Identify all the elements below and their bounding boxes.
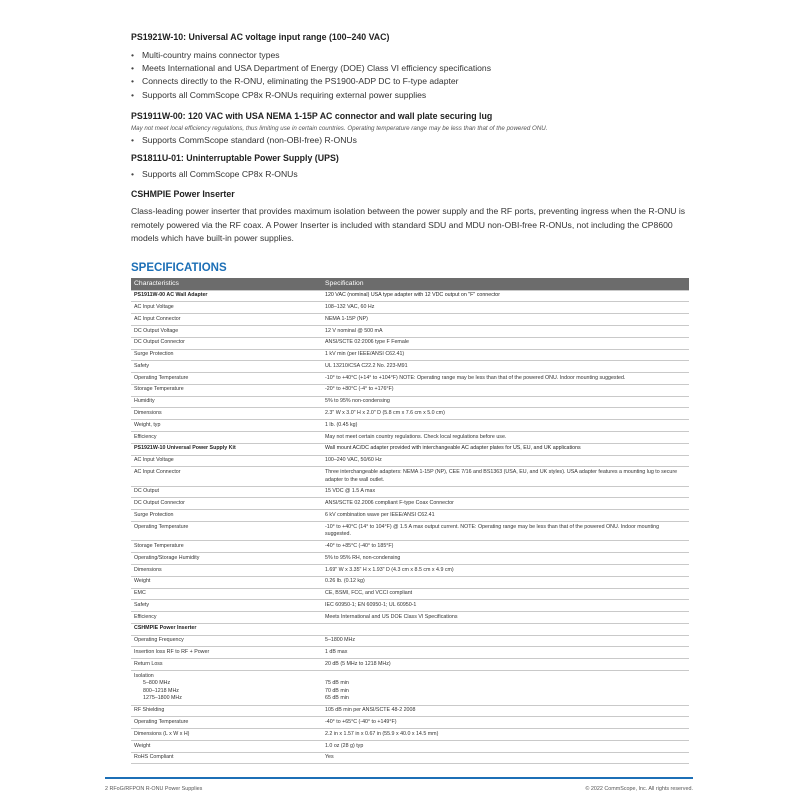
specification-cell: -20° to +80°C (-4° to +176°F) [322,384,689,396]
table-section-row [131,443,689,455]
specification-cell: 15 VDC @ 1.5 A max [322,486,689,498]
specification-cell: 5% to 95% non-condensing [322,396,689,408]
specification-cell: 120 VAC (nominal) USA type adapter with 12 VDC output on "F" connector [322,290,689,302]
specification-cell: -10° to +40°C (+14° to +104°F) NOTE: Operating range may be less than that of the powered ONU. Indoor mounting suggested. [322,373,689,385]
table-section-row [131,623,689,635]
characteristic-cell: Return Loss [131,659,322,671]
characteristic-cell: DC Output Connector [131,498,322,510]
specification-cell: 0.26 lb. (0.12 kg) [322,576,689,588]
table-row [131,349,689,361]
list-item: • Meets International and USA Department of Energy (DOE) Class VI efficiency specifications [131,62,491,75]
table-row [131,431,689,443]
specification-cell: ANSI/SCTE 02.2006 compliant F-type Coax Connector [322,498,689,510]
table-row [131,612,689,624]
characteristic-cell: Dimensions [131,408,322,420]
section-heading-ps1811u: PS1811U-01: Uninterruptable Power Supply (UPS) [131,153,339,163]
characteristic-cell: AC Input Connector [131,467,322,486]
table-row [131,600,689,612]
characteristic-cell: RoHS Compliant [131,752,322,764]
table-row [131,337,689,349]
table-row [131,325,689,337]
section-paragraph-cshmpie: Class-leading power inserter that provides maximum isolation between the power supply and the RF ports, preventing ingress when the R-ONU is remotely powered via the RF coax. A Power Inserter is included with standard SDU and MDU non-OBI-free R-ONUs, not including the CP8600 models which have built-in power supplies. [131,206,686,244]
characteristic-cell: DC Output Connector [131,337,322,349]
footer-copyright: © 2022 CommScope, Inc. All rights reserved. [585,786,693,792]
section-heading-ps1921w: PS1921W-10: Universal AC voltage input range (100–240 VAC) [131,32,390,42]
characteristic-cell: EMC [131,588,322,600]
specification-cell: 2.3" W x 3.0" H x 2.0" D (5.8 cm x 7.6 cm x 5.0 cm) [322,408,689,420]
characteristic-cell: PS1921W-10 Universal Power Supply Kit [131,443,322,455]
characteristic-cell: Insertion loss RF to RF + Power [131,647,322,659]
table-section-row [131,290,689,302]
specification-cell: 6 kV combination wave per IEEE/ANSI C62.41 [322,510,689,522]
specification-cell: 1 dB max [322,647,689,659]
table-row [131,588,689,600]
table-row [131,576,689,588]
characteristic-cell: DC Output Voltage [131,325,322,337]
table-row [131,302,689,314]
specifications-table [131,278,689,764]
specification-cell: Meets International and US DOE Class VI Specifications [322,612,689,624]
table-row [131,408,689,420]
specification-cell: 105 dB min per ANSI/SCTE 48-2 2008 [322,705,689,717]
specification-cell: 1 kV min (per IEEE/ANSI C62.41) [322,349,689,361]
table-row [131,420,689,432]
specification-cell [322,623,689,635]
table-row [131,486,689,498]
specification-cell: UL 13210/CSA C22.2 No. 223-M91 [322,361,689,373]
bullet-list-ps1811u [131,168,298,181]
table-row [131,384,689,396]
characteristic-cell: Safety [131,600,322,612]
specification-cell: NEMA 1-15P (NP) [322,314,689,326]
section-heading-cshmpie: CSHMPIE Power Inserter [131,189,235,199]
list-item: • Supports all CommScope CP8x R-ONUs [131,168,298,181]
characteristic-cell: Dimensions (L x W x H) [131,729,322,741]
specification-cell: May not meet certain country regulations. Check local regulations before use. [322,431,689,443]
list-item: • Connects directly to the R-ONU, eliminating the PS1900-ADP DC to F-type adapter [131,75,491,88]
characteristic-cell: Operating Temperature [131,717,322,729]
specification-cell: 12 V nominal @ 500 mA [322,325,689,337]
specification-cell: 5–1800 MHz [322,635,689,647]
specification-cell: -40° to +85°C (-40° to 185°F) [322,541,689,553]
table-row [131,564,689,576]
table-row [131,455,689,467]
specification-cell: 1 lb. (0.45 kg) [322,420,689,432]
characteristic-cell: Operating Temperature [131,522,322,541]
characteristic-cell: Dimensions [131,564,322,576]
table-row [131,553,689,565]
characteristic-cell: Humidity [131,396,322,408]
list-item: • Supports CommScope standard (non-OBI-free) R-ONUs [131,134,357,147]
specification-cell: Three interchangeable adapters: NEMA 1-15P (NP), CEE 7/16 and BS1363 (USA, EU, and UK styles). USA adapter features a mounting lug to secure adapter to the wall outlet. [322,467,689,486]
table-row [131,635,689,647]
table-row [131,373,689,385]
table-row [131,541,689,553]
specification-cell: 2.2 in x 1.57 in x 0.67 in (55.9 x 40.0 x 14.5 mm) [322,729,689,741]
characteristic-cell: Efficiency [131,431,322,443]
specifications-title: SPECIFICATIONS [131,262,227,274]
table-row [131,705,689,717]
column-header-characteristics: Characteristics [131,278,322,290]
table-row [131,717,689,729]
bullet-list-ps1921w [131,49,491,102]
isolation-value: 65 dB min [325,695,349,702]
specification-cell: CE, BSMI, FCC, and VCCI compliant [322,588,689,600]
characteristic-cell: Weight [131,576,322,588]
table-row [131,314,689,326]
specification-cell: 1.0 oz (28 g) typ [322,740,689,752]
characteristic-cell: Operating Temperature [131,373,322,385]
table-row [131,510,689,522]
characteristic-cell: PS1911W-00 AC Wall Adapter [131,290,322,302]
specification-cell: -40° to +65°C (-40° to +149°F) [322,717,689,729]
specification-cell [322,671,689,706]
table-row-isolation [131,671,689,706]
table-row [131,729,689,741]
characteristic-cell: Weight, typ [131,420,322,432]
table-row [131,647,689,659]
characteristic-cell: CSHMPIE Power Inserter [131,623,322,635]
isolation-band: 5–800 MHz [143,680,171,687]
specification-cell: Yes [322,752,689,764]
list-item: • Supports all CommScope CP8x R-ONUs requiring external power supplies [131,89,491,102]
table-row [131,752,689,764]
characteristic-cell: Efficiency [131,612,322,624]
list-item: • Multi-country mains connector types [131,49,491,62]
characteristic-cell: AC Input Voltage [131,455,322,467]
isolation-value: 75 dB min [325,680,349,687]
characteristic-cell: Operating Frequency [131,635,322,647]
section-heading-ps1911w: PS1911W-00: 120 VAC with USA NEMA 1-15P AC connector and wall plate securing lug [131,111,493,121]
characteristic-cell: Operating/Storage Humidity [131,553,322,565]
footer-page-label: 2 RFoG/RFPON R-ONU Power Supplies [105,786,203,792]
footer-rule [105,777,693,779]
section-note-ps1911w: May not meet local efficiency regulations, thus limiting use in certain countries. Operating temperature range may be less than that of the powered ONU. [131,125,548,132]
table-row [131,467,689,486]
specification-cell: Wall mount AC/DC adapter provided with interchangeable AC adapter plates for US, EU, and UK applications [322,443,689,455]
isolation-value: 70 dB min [325,687,349,694]
characteristic-cell: Weight [131,740,322,752]
characteristic-cell: Surge Protection [131,349,322,361]
table-row [131,498,689,510]
specification-cell: 108–132 VAC, 60 Hz [322,302,689,314]
table-row [131,659,689,671]
specification-cell: 1.69" W x 3.35" H x 1.93" D (4.3 cm x 8.5 cm x 4.9 cm) [322,564,689,576]
specification-cell: -10° to +40°C (14° to 104°F) @ 1.5 A max output current. NOTE: Operating range may be less than that of the powered ONU. Indoor mounting suggested. [322,522,689,541]
characteristic-cell: Surge Protection [131,510,322,522]
characteristic-cell: AC Input Connector [131,314,322,326]
characteristic-cell [131,671,322,706]
isolation-band: 1275–1800 MHz [143,695,182,702]
isolation-label: Isolation [134,672,154,679]
specifications-table-body [131,290,689,764]
characteristic-cell: AC Input Voltage [131,302,322,314]
specification-cell: 20 dB (5 MHz to 1218 MHz) [322,659,689,671]
specification-cell: ANSI/SCTE 02:2006 type F Female [322,337,689,349]
table-header-row [131,278,689,290]
isolation-band: 800–1218 MHz [143,687,179,694]
specification-cell: 100–240 VAC, 50/60 Hz [322,455,689,467]
table-row [131,522,689,541]
characteristic-cell: RF Shielding [131,705,322,717]
table-row [131,361,689,373]
characteristic-cell: Storage Temperature [131,541,322,553]
table-row [131,396,689,408]
specification-cell: 5% to 95% RH, non-condensing [322,553,689,565]
characteristic-cell: Safety [131,361,322,373]
specification-cell: IEC 60950-1; EN 60950-1; UL 60950-1 [322,600,689,612]
table-row [131,740,689,752]
column-header-specification: Specification [322,278,689,290]
characteristic-cell: Storage Temperature [131,384,322,396]
bullet-list-ps1911w [131,134,357,147]
characteristic-cell: DC Output [131,486,322,498]
